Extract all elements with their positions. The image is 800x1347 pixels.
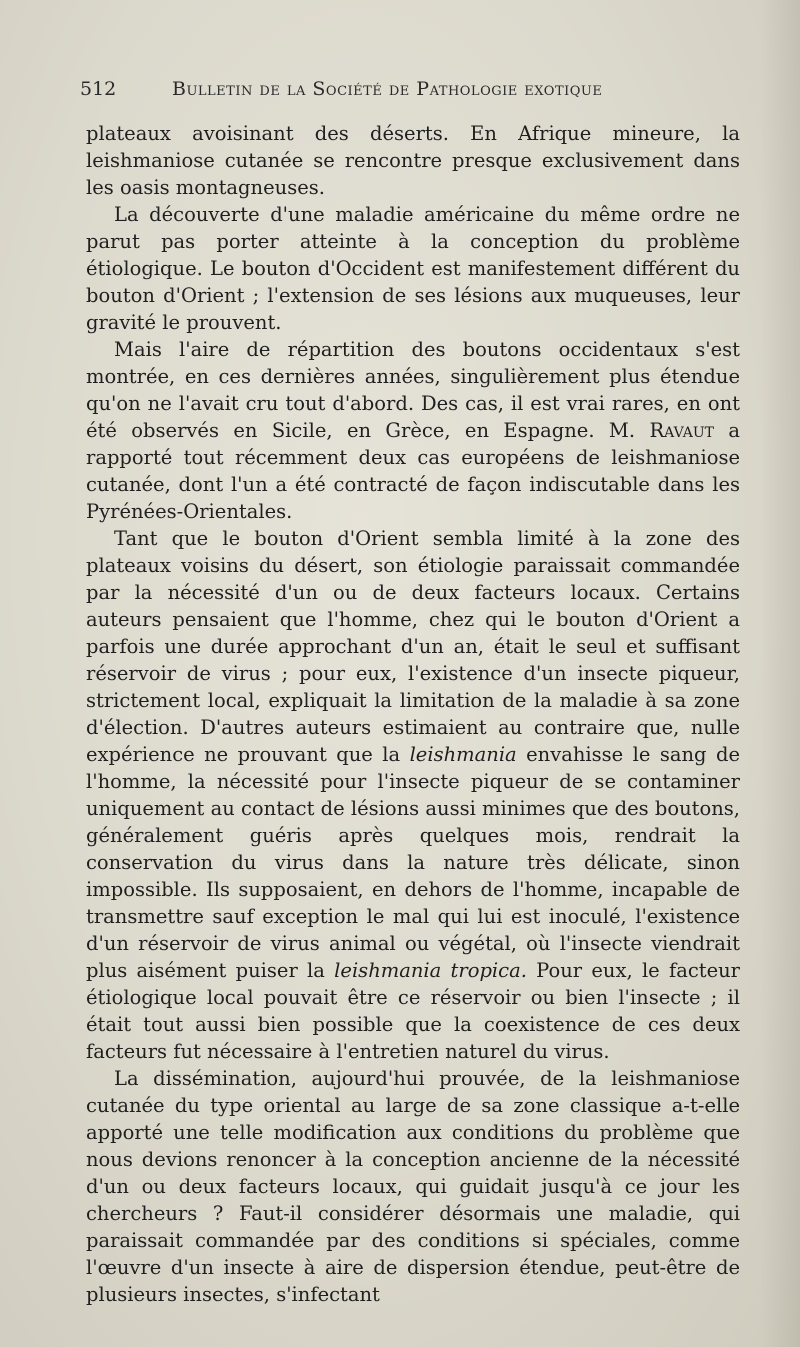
paragraph-3-text-a: Mais l'aire de répartition des boutons occidentaux s'est montrée, en ces dernières années, singulièrement plus étendue qu'on ne l'avait cru tout d'abord. Des cas, il est vrai rares, en ont été observés en Sicile, en Grèce, en Espagne. M. <box>86 338 740 442</box>
paragraph-4-text-a: Tant que le bouton d'Orient sembla limité à la zone des plateaux voisins du désert, son étiologie paraissait commandée par la nécessité d'un ou de deux facteurs locaux. Certains auteurs pensaient que l'homme, chez qui le bouton d'Orient a parfois une durée approchant d'un an, était le seul et suffisant réservoir de virus ; pour eux, l'existence d'un insecte piqueur, strictement local, expliquait la limitation de la maladie à sa zone d'élection. D'autres auteurs estimaient au contraire que, nulle expérience ne prouvant que la <box>86 527 740 766</box>
paragraph-3 <box>86 336 740 525</box>
paragraph-4 <box>86 525 740 1065</box>
paragraph-3-text-b: a rapporté tout récemment deux cas européens de leishmaniose cutanée, dont l'un a été contracté de façon indiscutable dans les Pyrénées-Orientales. <box>86 419 740 523</box>
paragraph-2 <box>86 201 740 336</box>
paragraph-1 <box>86 120 740 201</box>
paragraph-5 <box>86 1065 740 1308</box>
page-number: 512 <box>80 78 117 100</box>
paragraph-4-text-b: envahisse le sang de l'homme, la nécessité pour l'insecte piqueur de se contaminer uniquement au contact de lésions aussi minimes que des boutons, généralement guéris après quelques mois, rendrait la conservation du virus dans la nature très délicate, sinon impossible. Ils supposaient, en dehors de l'homme, incapable de transmettre sauf exception le mal qui lui est inoculé, l'existence d'un réservoir de virus animal ou végétal, où l'insecte viendrait plus aisément puiser la <box>86 743 741 982</box>
paragraph-4-text-c: Pour eux, le facteur étiologique local pouvait être ce réservoir ou bien l'insecte ; il était tout aussi bien possible que la coexistence de ces deux facteurs fut nécessaire à l'entretien naturel du virus. <box>86 959 740 1063</box>
paragraph-2-text: La découverte d'une maladie américaine du même ordre ne parut pas porter atteinte à la conception du problème étiologique. Le bouton d'Occident est manifestement différent du bouton d'Orient ; l'extension de ses lésions aux muqueuses, leur gravité le prouvent. <box>86 203 740 334</box>
taxon-leishmania: leishmania <box>409 743 517 766</box>
article-body <box>86 120 740 1308</box>
author-name: Ravaut <box>649 419 714 442</box>
paragraph-1-text: plateaux avoisinant des déserts. En Afrique mineure, la leishmaniose cutanée se rencontre presque exclusivement dans les oasis montagneuses. <box>86 122 740 199</box>
running-title: Bulletin de la Société de Pathologie exotique <box>172 78 603 100</box>
paragraph-5-text: La dissémination, aujourd'hui prouvée, de la leishmaniose cutanée du type oriental au large de sa zone classique a-t-elle apporté une telle modification aux conditions du problème que nous devions renoncer à la conception ancienne de la nécessité d'un ou deux facteurs locaux, qui guidait jusqu'à ce jour les chercheurs ? Faut-il considérer désormais une maladie, qui paraissait commandée par des conditions si spéciales, comme l'œuvre d'un insecte à aire de dispersion étendue, peut-être de plusieurs insectes, s'infectant <box>86 1067 740 1306</box>
taxon-leishmania-tropica: leishmania tropica. <box>334 959 527 982</box>
page-header <box>80 78 740 108</box>
